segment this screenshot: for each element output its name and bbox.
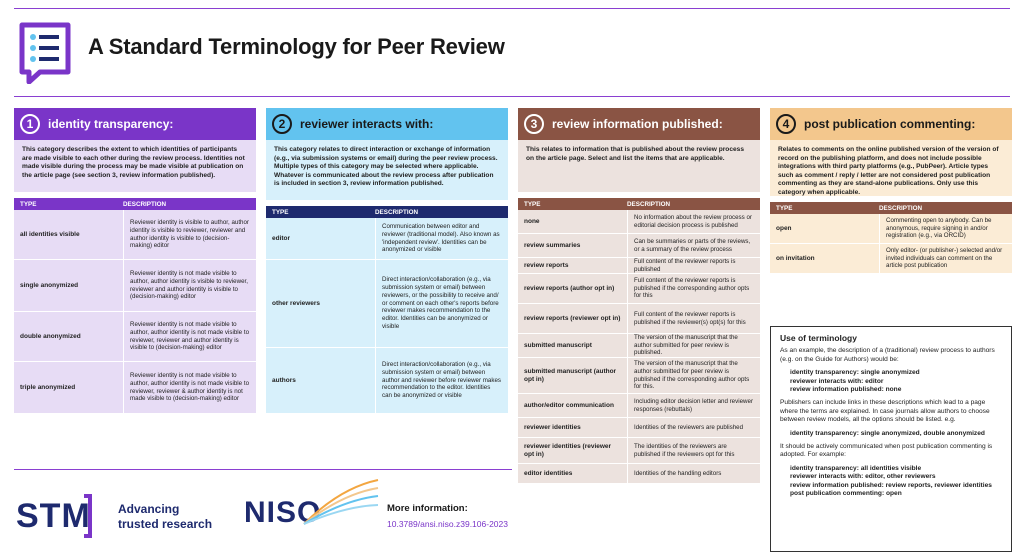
example-line: identity transparency: single anonymized <box>790 369 920 377</box>
terminology-title: Use of terminology <box>780 333 857 343</box>
terminology-paragraph-2: Publishers can include links in these descriptions which lead to a page where the terms are explained. In case journals allow authors to choose between review models, all the options should be listed. e.g. <box>780 399 990 424</box>
section-intro: This relates to information that is published about the review process on the article page. Select and list the items that are applicable. <box>518 140 760 192</box>
type-column-header: TYPE <box>776 204 793 212</box>
section-identity-transparency <box>14 108 256 414</box>
table-row <box>266 348 508 414</box>
row-description: Full content of the reviewer reports is published if the reviewer(s) opt(s) for this <box>627 304 760 333</box>
row-type: editor <box>272 234 291 242</box>
table-row <box>518 358 760 394</box>
use-of-terminology-box <box>770 326 1012 552</box>
table-row <box>518 210 760 234</box>
section-number-icon: 4 <box>776 114 796 134</box>
section-title: identity transparency: <box>48 117 174 131</box>
row-description: Identities of the handling editors <box>627 464 760 483</box>
page-title: A Standard Terminology for Peer Review <box>88 34 505 59</box>
row-type: single anonymized <box>20 281 79 289</box>
table-row <box>518 464 760 484</box>
section-title: post publication commenting: <box>804 117 976 131</box>
row-type: review reports <box>524 261 569 269</box>
section-reviewer-interacts-with <box>266 108 508 414</box>
more-information-label: More information: <box>387 503 468 514</box>
section-intro: This category describes the extent to which identities of participants are made visible to each other during the review process. Identities not made visible during the process may be made visible at publication on the article page (see section 3, review information published). <box>14 140 256 192</box>
terminology-example-3 <box>780 465 1002 499</box>
type-column-header: TYPE <box>272 208 289 216</box>
table-row <box>518 258 760 274</box>
stm-logo: STM <box>16 497 91 535</box>
table-header <box>266 206 508 218</box>
row-type: reviewer identities <box>524 423 581 431</box>
row-description: Including editor decision letter and reviewer responses (rebuttals) <box>627 394 760 417</box>
section-post-publication-commenting <box>770 108 1012 274</box>
row-description: The identities of the reviewers are published if the reviewers opt for this <box>627 438 760 463</box>
section-title: review information published: <box>552 117 723 131</box>
section-header <box>266 108 508 140</box>
section-intro: Relates to comments on the online published version of the version of record on the publishing platform, and does not include possible integrations with third party platforms (e.g., PubPeer). Article types such as comment / reply / letter are not considered post publication commenting as they are stand-alone publications. Only use this category when applicable. <box>770 140 1012 196</box>
row-type: reviewer identities (reviewer opt in) <box>524 442 612 458</box>
section-number-icon: 2 <box>272 114 292 134</box>
table-header <box>518 198 760 210</box>
top-divider <box>14 8 1010 9</box>
table-row <box>266 260 508 348</box>
description-column-header: DESCRIPTION <box>375 208 419 216</box>
table-row <box>518 234 760 258</box>
tagline-line-2: trusted research <box>118 517 213 531</box>
terminology-paragraph-1: As an example, the description of a (traditional) review process to authors (e.g. on the Guide for Authors) would be: <box>780 347 995 363</box>
table-row <box>266 218 508 260</box>
table-row <box>518 304 760 334</box>
row-type: submitted manuscript <box>524 341 592 349</box>
row-description: Reviewer identity is not made visible to author, author identity is not made visible to reviewer, reviewer & author identity is not made visible to (decision-making) editor <box>123 362 256 413</box>
row-description: Full content of the reviewer reports is published if the corresponding author opts for this <box>627 274 760 303</box>
list-speech-bubble-icon <box>18 22 72 84</box>
section-header <box>770 108 1012 140</box>
section-number-icon: 1 <box>20 114 40 134</box>
example-line: reviewer interacts with: editor <box>790 377 884 385</box>
row-description: Direct interaction/collaboration (e.g., via submission system or email) between author and reviewer before reviewer makes recommendation to the editor. Identities can be anonymized or visible <box>375 348 508 413</box>
example-line: identity transparency: single anonymized, double anonymized <box>790 429 985 437</box>
row-description: Commenting open to anybody. Can be anonymous, require signing in and/or registration (e.g., via ORCID) <box>879 214 1012 243</box>
section-title: reviewer interacts with: <box>300 117 434 131</box>
table-row <box>518 334 760 358</box>
table-row <box>14 210 256 260</box>
terminology-paragraph-3: It should be actively communicated when post publication commenting is adopted. For example: <box>780 443 993 459</box>
stm-tagline <box>118 502 212 532</box>
row-description: No information about the review process or editorial decision process is published <box>627 210 760 233</box>
table-row <box>14 260 256 312</box>
row-description: Reviewer identity is not made visible to author, author identity is visible to reviewer, reviewer and author identity is visible to (decision-making) editor <box>123 260 256 311</box>
header-divider <box>14 96 1010 97</box>
row-type: on invitation <box>776 254 815 262</box>
table-header <box>770 202 1012 214</box>
example-line: reviewer interacts with: editor, other reviewers <box>790 473 936 481</box>
description-column-header: DESCRIPTION <box>627 200 671 208</box>
section-review-information-published <box>518 108 760 484</box>
row-description: Communication between editor and reviewer (traditional model). Also known as 'independent review'. Identities can be anonymized or visible <box>375 218 508 259</box>
section-header <box>14 108 256 140</box>
row-type: triple anonymized <box>20 383 76 391</box>
example-line: post publication commenting: open <box>790 490 902 498</box>
example-line: review information published: none <box>790 386 902 394</box>
table-row <box>518 394 760 418</box>
row-type: submitted manuscript (author opt in) <box>524 367 617 383</box>
row-type: none <box>524 217 540 225</box>
table-row <box>518 418 760 438</box>
row-type: open <box>776 224 792 232</box>
table-row <box>14 312 256 362</box>
row-description: Can be summaries or parts of the reviews, or a summary of the review process <box>627 234 760 257</box>
table-row <box>518 274 760 304</box>
table-row <box>770 244 1012 274</box>
row-type: editor identities <box>524 469 573 477</box>
doi-link[interactable]: 10.3789/ansi.niso.z39.106-2023 <box>387 519 508 529</box>
table-row <box>518 438 760 464</box>
example-line: review information published: review reports, reviewer identities <box>790 481 992 489</box>
description-column-header: DESCRIPTION <box>879 204 923 212</box>
terminology-example-1 <box>780 369 1002 394</box>
row-description: Reviewer identity is not made visible to author, author identity is not made visible to reviewer, reviewer and author identity is visible to (decision-making) editor <box>123 312 256 361</box>
tagline-line-1: Advancing <box>118 502 180 516</box>
row-type: double anonymized <box>20 332 81 340</box>
row-description: The version of the manuscript that the author submitted for peer review is published. <box>627 334 760 357</box>
niso-logo: NISO <box>244 496 322 529</box>
section-intro: This category relates to direct interaction or exchange of information (e.g., via submission systems or email) during the peer review process. Multiple types of this category may be selected where applicable. Whatever is communicated about the review process after publication is included in section 3, review information published. <box>266 140 508 200</box>
row-type: author/editor communication <box>524 401 614 409</box>
row-type: review reports (reviewer opt in) <box>524 314 621 322</box>
row-description: The version of the manuscript that the author submitted for peer review is published if the corresponding author opts for this. <box>627 358 760 393</box>
row-type: all identities visible <box>20 230 80 238</box>
example-line: identity transparency: all identities visible <box>790 464 922 472</box>
description-column-header: DESCRIPTION <box>123 200 167 208</box>
table-row <box>14 362 256 414</box>
type-column-header: TYPE <box>524 200 541 208</box>
row-description: Identities of the reviewers are published <box>627 418 760 437</box>
row-type: other reviewers <box>272 299 321 307</box>
table-row <box>770 214 1012 244</box>
row-type: authors <box>272 376 296 384</box>
niso-rays-icon <box>300 478 380 528</box>
row-description: Full content of the reviewer reports is published <box>627 258 760 273</box>
row-type: review reports (author opt in) <box>524 284 615 292</box>
section-number-icon: 3 <box>524 114 544 134</box>
footer-divider <box>14 469 512 470</box>
type-column-header: TYPE <box>20 200 37 208</box>
table-header <box>14 198 256 210</box>
row-description: Reviewer identity is visible to author, author identity is visible to reviewer, reviewer and author identity is visible to (decision-making) editor <box>123 210 256 259</box>
row-description: Only editor- (or publisher-) selected and/or invited individuals can comment on the article post publication <box>879 244 1012 273</box>
row-type: review summaries <box>524 241 581 249</box>
terminology-example-2 <box>780 430 1002 438</box>
section-header <box>518 108 760 140</box>
row-description: Direct interaction/collaboration (e.g., via submission system or email) between reviewers, or the possibility to receive and/ or comment on each other's reports before reviewer makes recommendation to the editor. Identities can be anonymized or visible <box>375 260 508 347</box>
stm-bracket-icon <box>84 494 92 538</box>
